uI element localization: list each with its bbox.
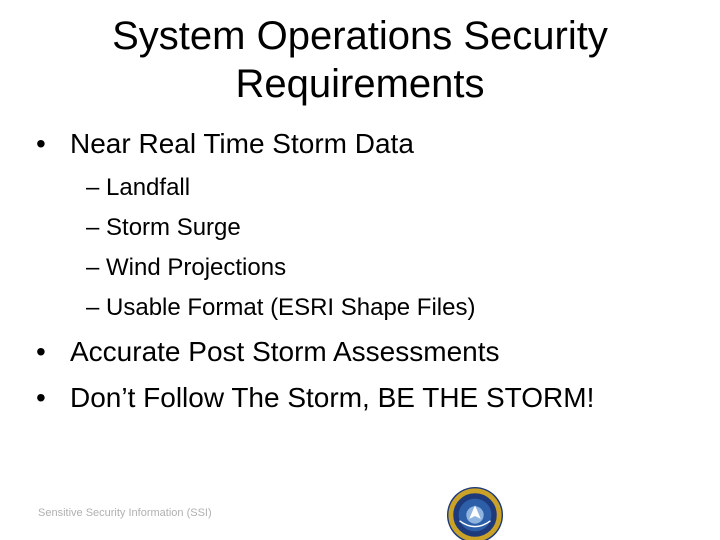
bullet-item	[36, 335, 500, 369]
title-line-1: System Operations Security	[112, 14, 608, 58]
sub-bullet-item: – Usable Format (ESRI Shape Files)	[86, 294, 476, 321]
sub-bullet-item: – Storm Surge	[86, 214, 241, 241]
bullet-item	[36, 127, 414, 161]
slide-title	[0, 12, 720, 108]
agency-seal-icon	[446, 486, 504, 540]
bullet-text: Don’t Follow The Storm, BE THE STORM!	[70, 382, 595, 413]
sub-bullet-item: – Landfall	[86, 174, 191, 201]
title-line-2: Requirements	[235, 62, 485, 106]
bullet-text: Accurate Post Storm Assessments	[70, 336, 500, 367]
bullet-marker: •	[36, 382, 46, 413]
footer-classification: Sensitive Security Information (SSI)	[38, 507, 212, 519]
sub-bullet-item: – Wind Projections	[86, 254, 287, 281]
bullet-text: Near Real Time Storm Data	[70, 128, 414, 159]
bullet-item	[36, 381, 594, 415]
bullet-marker: •	[36, 128, 46, 159]
bullet-marker: •	[36, 336, 46, 367]
